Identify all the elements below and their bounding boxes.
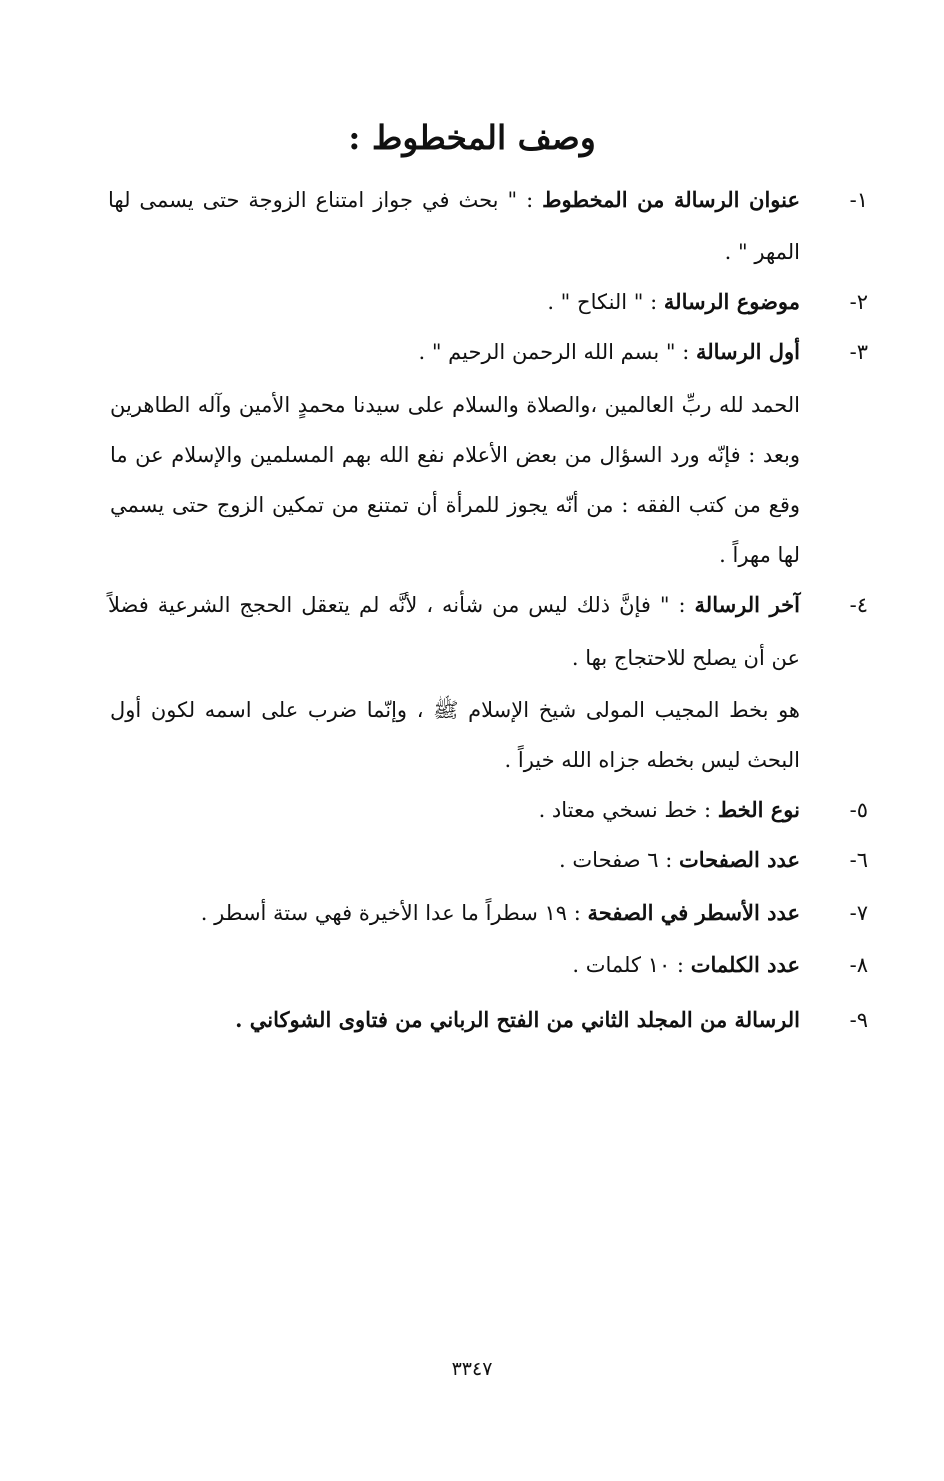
page-title: وصف المخطوط :	[348, 118, 596, 157]
item-text	[108, 893, 800, 933]
list-item	[108, 332, 868, 372]
item-text	[108, 840, 800, 880]
item-number: ٢-	[849, 290, 868, 314]
list-item	[108, 585, 868, 625]
item-text	[108, 1000, 800, 1040]
item-number: ٣-	[849, 340, 868, 364]
item-number: ٥-	[849, 798, 868, 822]
item-number: ٦-	[849, 848, 868, 872]
item-text	[108, 945, 800, 985]
item-text	[108, 585, 800, 625]
paragraph-line: هو بخط المجيب المولى شيخ الإسلام ﷺ ، وإنّما ضرب على اسمه لكون أول	[110, 698, 800, 722]
item-continuation: المهر " .	[724, 240, 800, 264]
paragraph-line: لها مهراً .	[719, 543, 800, 567]
paragraph-line: الحمد لله ربِّ العالمين ،والصلاة والسلام على سيدنا محمدٍ الأمين وآله الطاهرين	[110, 393, 800, 417]
item-number: ٩-	[849, 1008, 868, 1032]
item-value: : " فإنَّ ذلك ليس من شأنه ، لأنَّه لم يتعقل الحجج الشرعية فضلاً	[108, 593, 695, 617]
item-label: عدد الأسطر في الصفحة	[587, 900, 800, 925]
item-value: : ١٩ سطراً ما عدا الأخيرة فهي ستة أسطر .	[200, 901, 588, 925]
item-label: نوع الخط	[717, 797, 800, 822]
item-label: موضوع الرسالة	[663, 289, 800, 314]
item-label: عدد الصفحات	[678, 847, 800, 872]
item-value: : " النكاح " .	[547, 290, 664, 314]
list-item	[108, 282, 868, 322]
list-item	[108, 1000, 868, 1040]
item-text	[108, 180, 800, 220]
item-value: : " بحث في جواز امتناع الزوجة حتى يسمى لها	[108, 188, 543, 212]
list-item	[108, 180, 868, 220]
item-label: آخر الرسالة	[694, 592, 800, 617]
item-text	[108, 282, 800, 322]
item-number: ١-	[849, 188, 868, 212]
list-item	[108, 945, 868, 985]
item-number: ٤-	[849, 593, 868, 617]
item-number: ٧-	[849, 901, 868, 925]
item-text	[108, 332, 800, 372]
item-value: : " بسم الله الرحمن الرحيم " .	[418, 340, 696, 364]
paragraph-line: وقع من كتب الفقه : من أنّه يجوز للمرأة أن تمتنع من تمكين الزوج حتى يسمي	[110, 493, 800, 517]
list-item-continuation	[108, 232, 868, 272]
item-label: الرسالة من المجلد الثاني من الفتح الرباني من فتاوى الشوكاني .	[235, 1007, 800, 1032]
item-label: عدد الكلمات	[690, 952, 800, 977]
item-value: : خط نسخي معتاد .	[538, 798, 718, 822]
item-value: : ٦ صفحات .	[559, 848, 679, 872]
paragraph-line: وبعد : فإنّه ورد السؤال من بعض الأعلام نفع الله بهم المسلمين والإسلام عن ما	[110, 443, 800, 467]
list-item	[108, 893, 868, 933]
item-text	[108, 790, 800, 830]
paragraph-line: البحث ليس بخطه جزاه الله خيراً .	[504, 748, 800, 772]
item-value: : ١٠ كلمات .	[572, 953, 691, 977]
page-number: ٣٣٤٧	[451, 1358, 493, 1380]
list-item	[108, 840, 868, 880]
item-label: أول الرسالة	[695, 339, 800, 364]
item-number: ٨-	[849, 953, 868, 977]
item-label: عنوان الرسالة من المخطوط	[542, 187, 800, 212]
list-item-continuation	[108, 638, 868, 678]
list-item	[108, 790, 868, 830]
item-continuation: عن أن يصلح للاحتجاج بها .	[571, 646, 800, 670]
